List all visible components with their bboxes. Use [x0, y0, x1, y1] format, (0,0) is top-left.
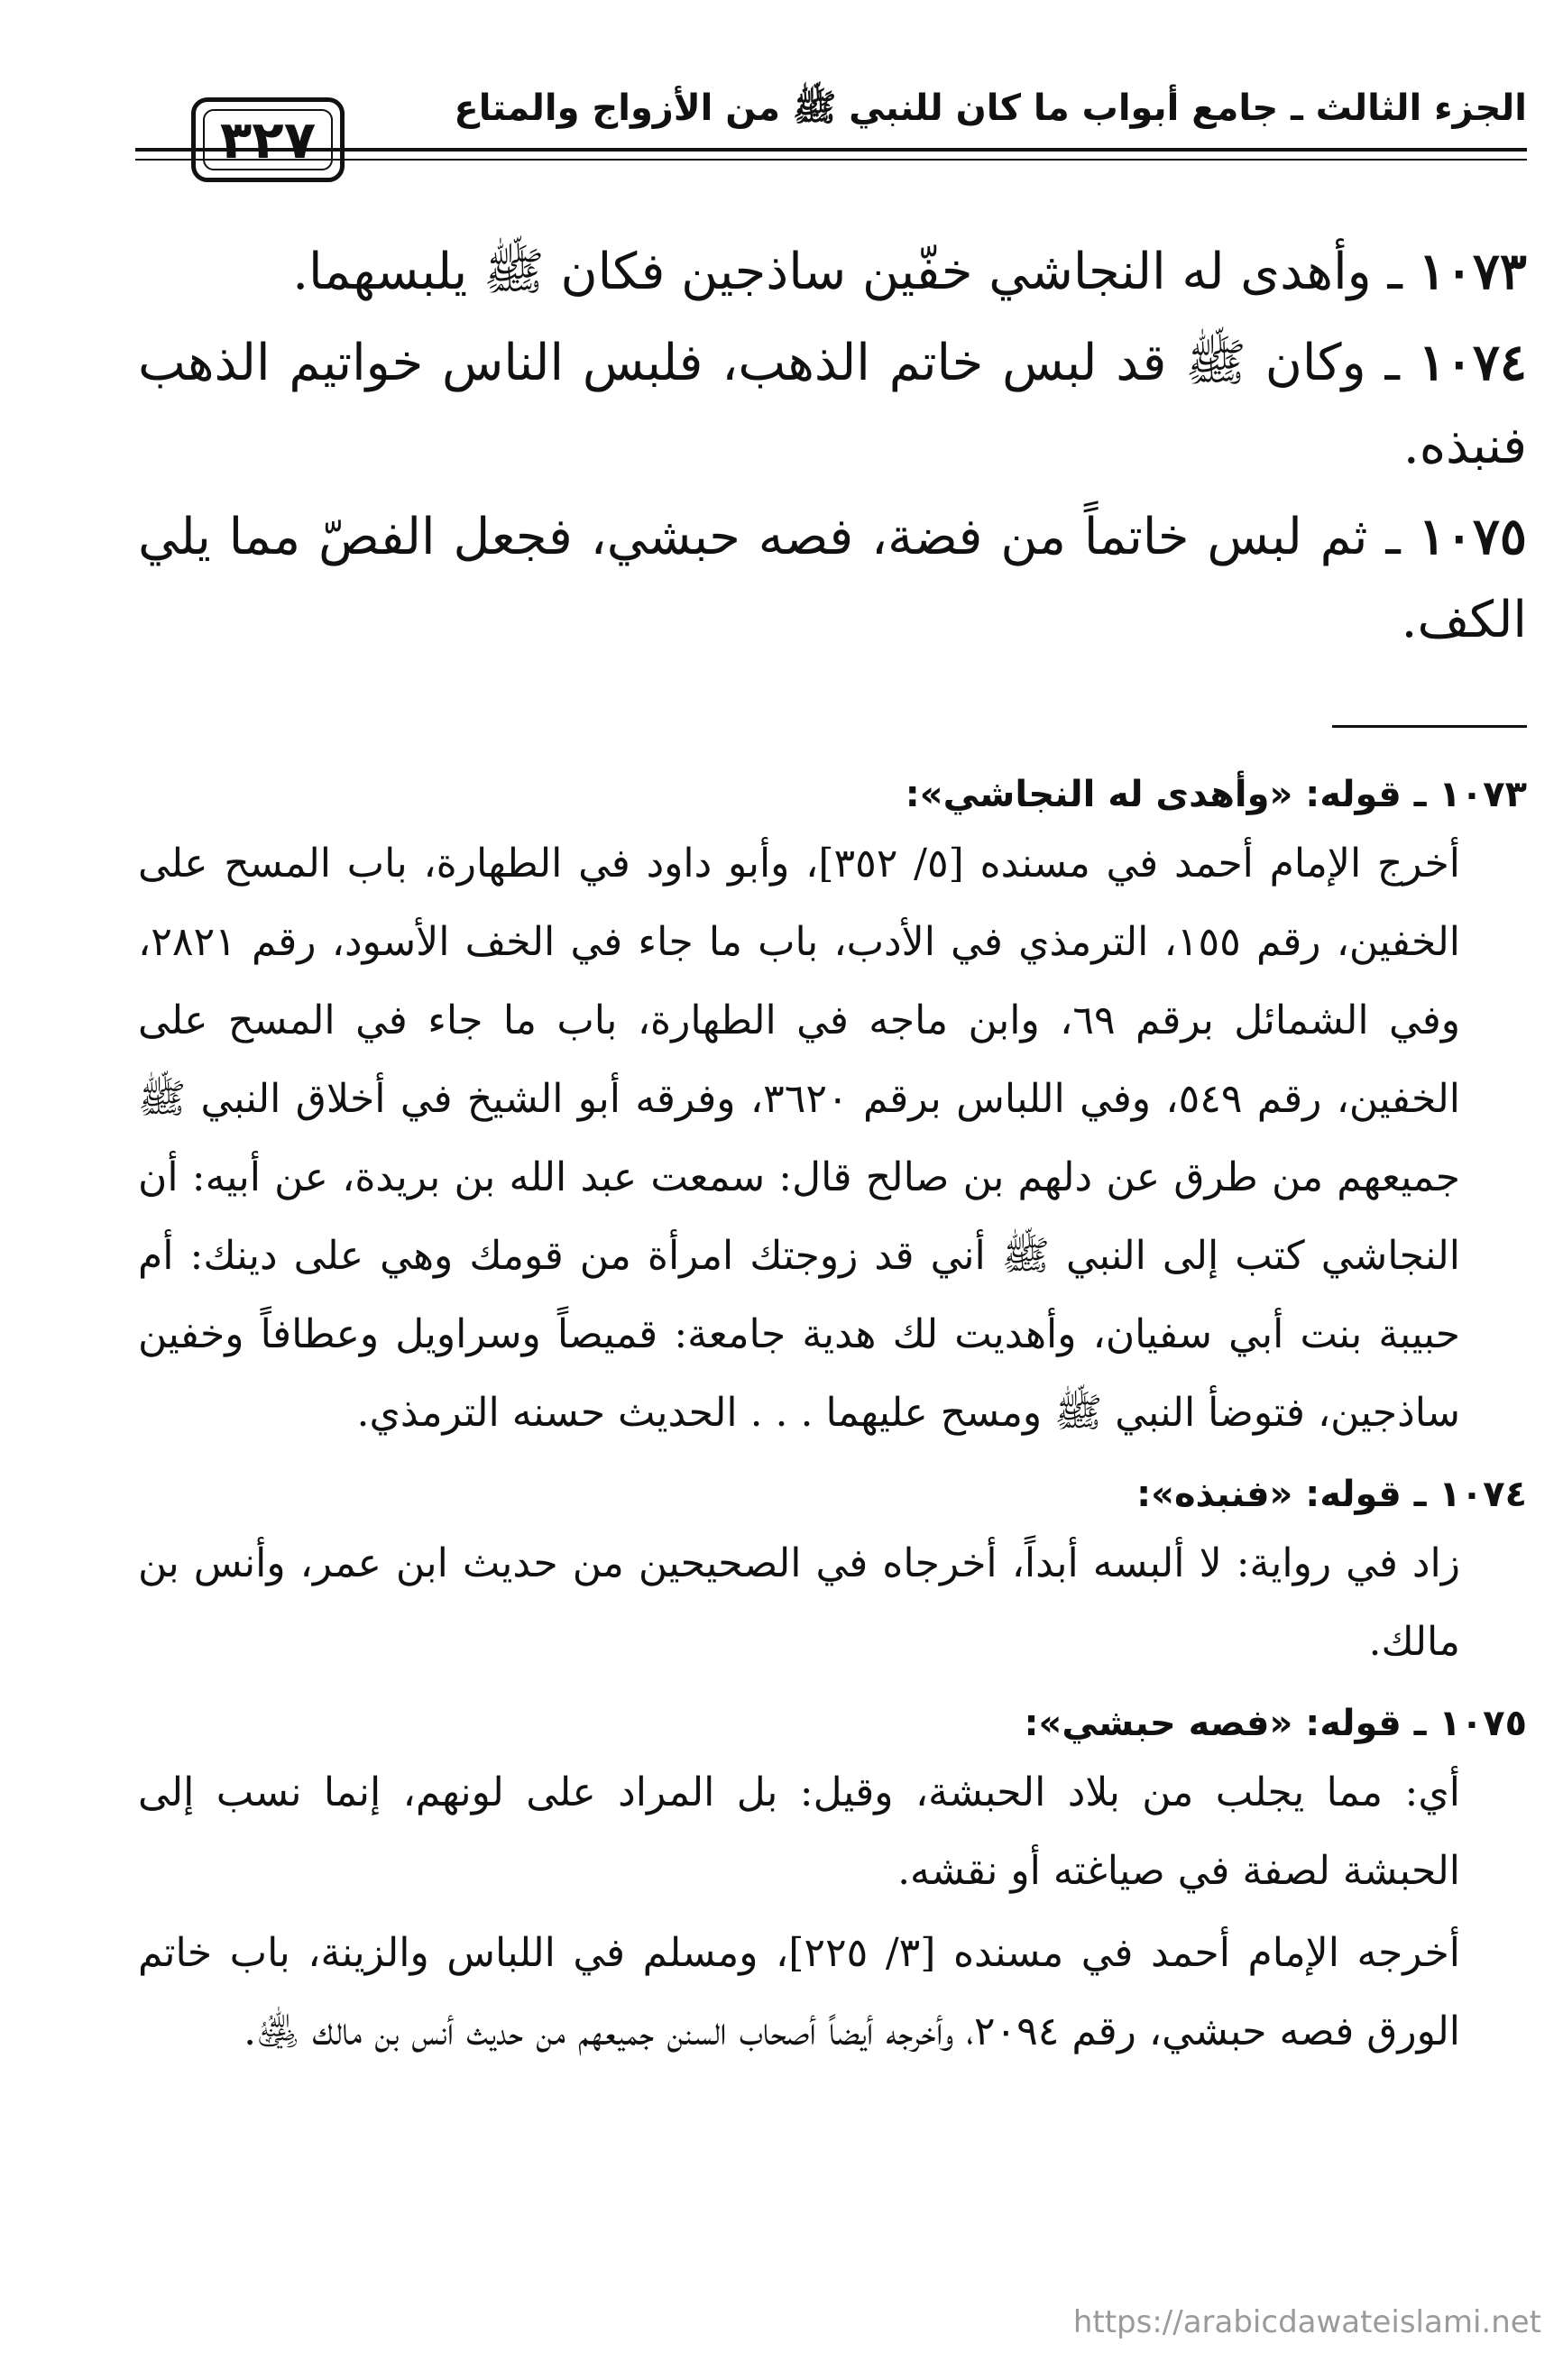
footnote-heading: ١٠٧٤ ـ قوله: «فنبذه»:	[1136, 1474, 1527, 1515]
footnote-paragraph: أخرجه الإمام أحمد في مسنده [٣/ ٢٢٥]، ومسلم في اللباس والزينة، باب خاتم الورق فصه حبشي، رقم ٢٠٩٤، وأخرجه أيضاً أصحاب السنن جميعهم من حديث أنس بن مالك ﵁.	[138, 1930, 1460, 2054]
entry-number: ١٠٧٣	[1418, 242, 1527, 301]
entry-text: ـ وكان ﷺ قد لبس خاتم الذهب، فلبس الناس خواتيم الذهب فنبذه.	[138, 334, 1527, 475]
main-text	[138, 230, 1527, 669]
page-number: ٣٢٧	[219, 109, 317, 170]
entry-text: ـ ثم لبس خاتماً من فضة، فصه حبشي، فجعل الفصّ مما يلي الكف.	[138, 508, 1527, 649]
main-entry-1073	[138, 230, 1527, 314]
main-entry-1075	[138, 495, 1527, 662]
footnote-heading: ١٠٧٥ ـ قوله: «فصه حبشي»:	[1024, 1703, 1527, 1744]
footnote-1074	[138, 1465, 1527, 1681]
entry-number: ١٠٧٤	[1418, 333, 1527, 392]
page-number-frame	[191, 97, 345, 182]
footnote-1073	[138, 765, 1527, 1452]
entry-number: ١٠٧٥	[1418, 507, 1527, 566]
footnote-paragraph: زاد في رواية: لا ألبسه أبداً، أخرجاه في الصحيحين من حديث ابن عمر، وأنس بن مالك.	[138, 1540, 1460, 1665]
main-entry-1074	[138, 321, 1527, 488]
running-title: الجزء الثالث ـ جامع أبواب ما كان للنبي ﷺ من الأزواج والمتاع	[454, 87, 1527, 129]
footnote-separator	[1332, 725, 1527, 728]
footnote-heading: ١٠٧٣ ـ قوله: «وأهدى له النجاشي»:	[905, 774, 1527, 815]
footnote-paragraph: أي: مما يجلب من بلاد الحبشة، وقيل: بل المراد على لونهم، إنما نسب إلى الحبشة لصفة في صياغته أو نقشه.	[138, 1769, 1460, 1894]
source-watermark: https://arabicdawateislami.net	[1072, 2304, 1541, 2340]
entry-text: ـ وأهدى له النجاشي خفّين ساذجين فكان ﷺ يلبسهما.	[292, 243, 1419, 301]
footnotes	[138, 765, 1527, 2083]
footnote-paragraph: أخرج الإمام أحمد في مسنده [٥/ ٣٥٢]، وأبو داود في الطهارة، باب المسح على الخفين، رقم ١٥٥، الترمذي في الأدب، باب ما جاء في الخف الأسود، رقم ٢٨٢١، وفي الشمائل برقم ٦٩، وابن ماجه في الطهارة، باب ما جاء في المسح على الخفين، رقم ٥٤٩، وفي اللباس برقم ٣٦٢٠، وفرقه أبو الشيخ في أخلاق النبي ﷺ جميعهم من طرق عن دلهم بن صالح قال: سمعت عبد الله بن بريدة، عن أبيه: أن النجاشي كتب إلى النبي ﷺ أني قد زوجتك امرأة من قومك وهي على دينك: أم حبيبة بنت أبي سفيان، وأهديت لك هدية جامعة: قميصاً وسراويل وعطافاً وخفين ساذجين، فتوضأ النبي ﷺ ومسح عليهما . . . الحديث حسنه الترمذي.	[138, 841, 1460, 1436]
footnote-1075	[138, 1694, 1527, 2071]
